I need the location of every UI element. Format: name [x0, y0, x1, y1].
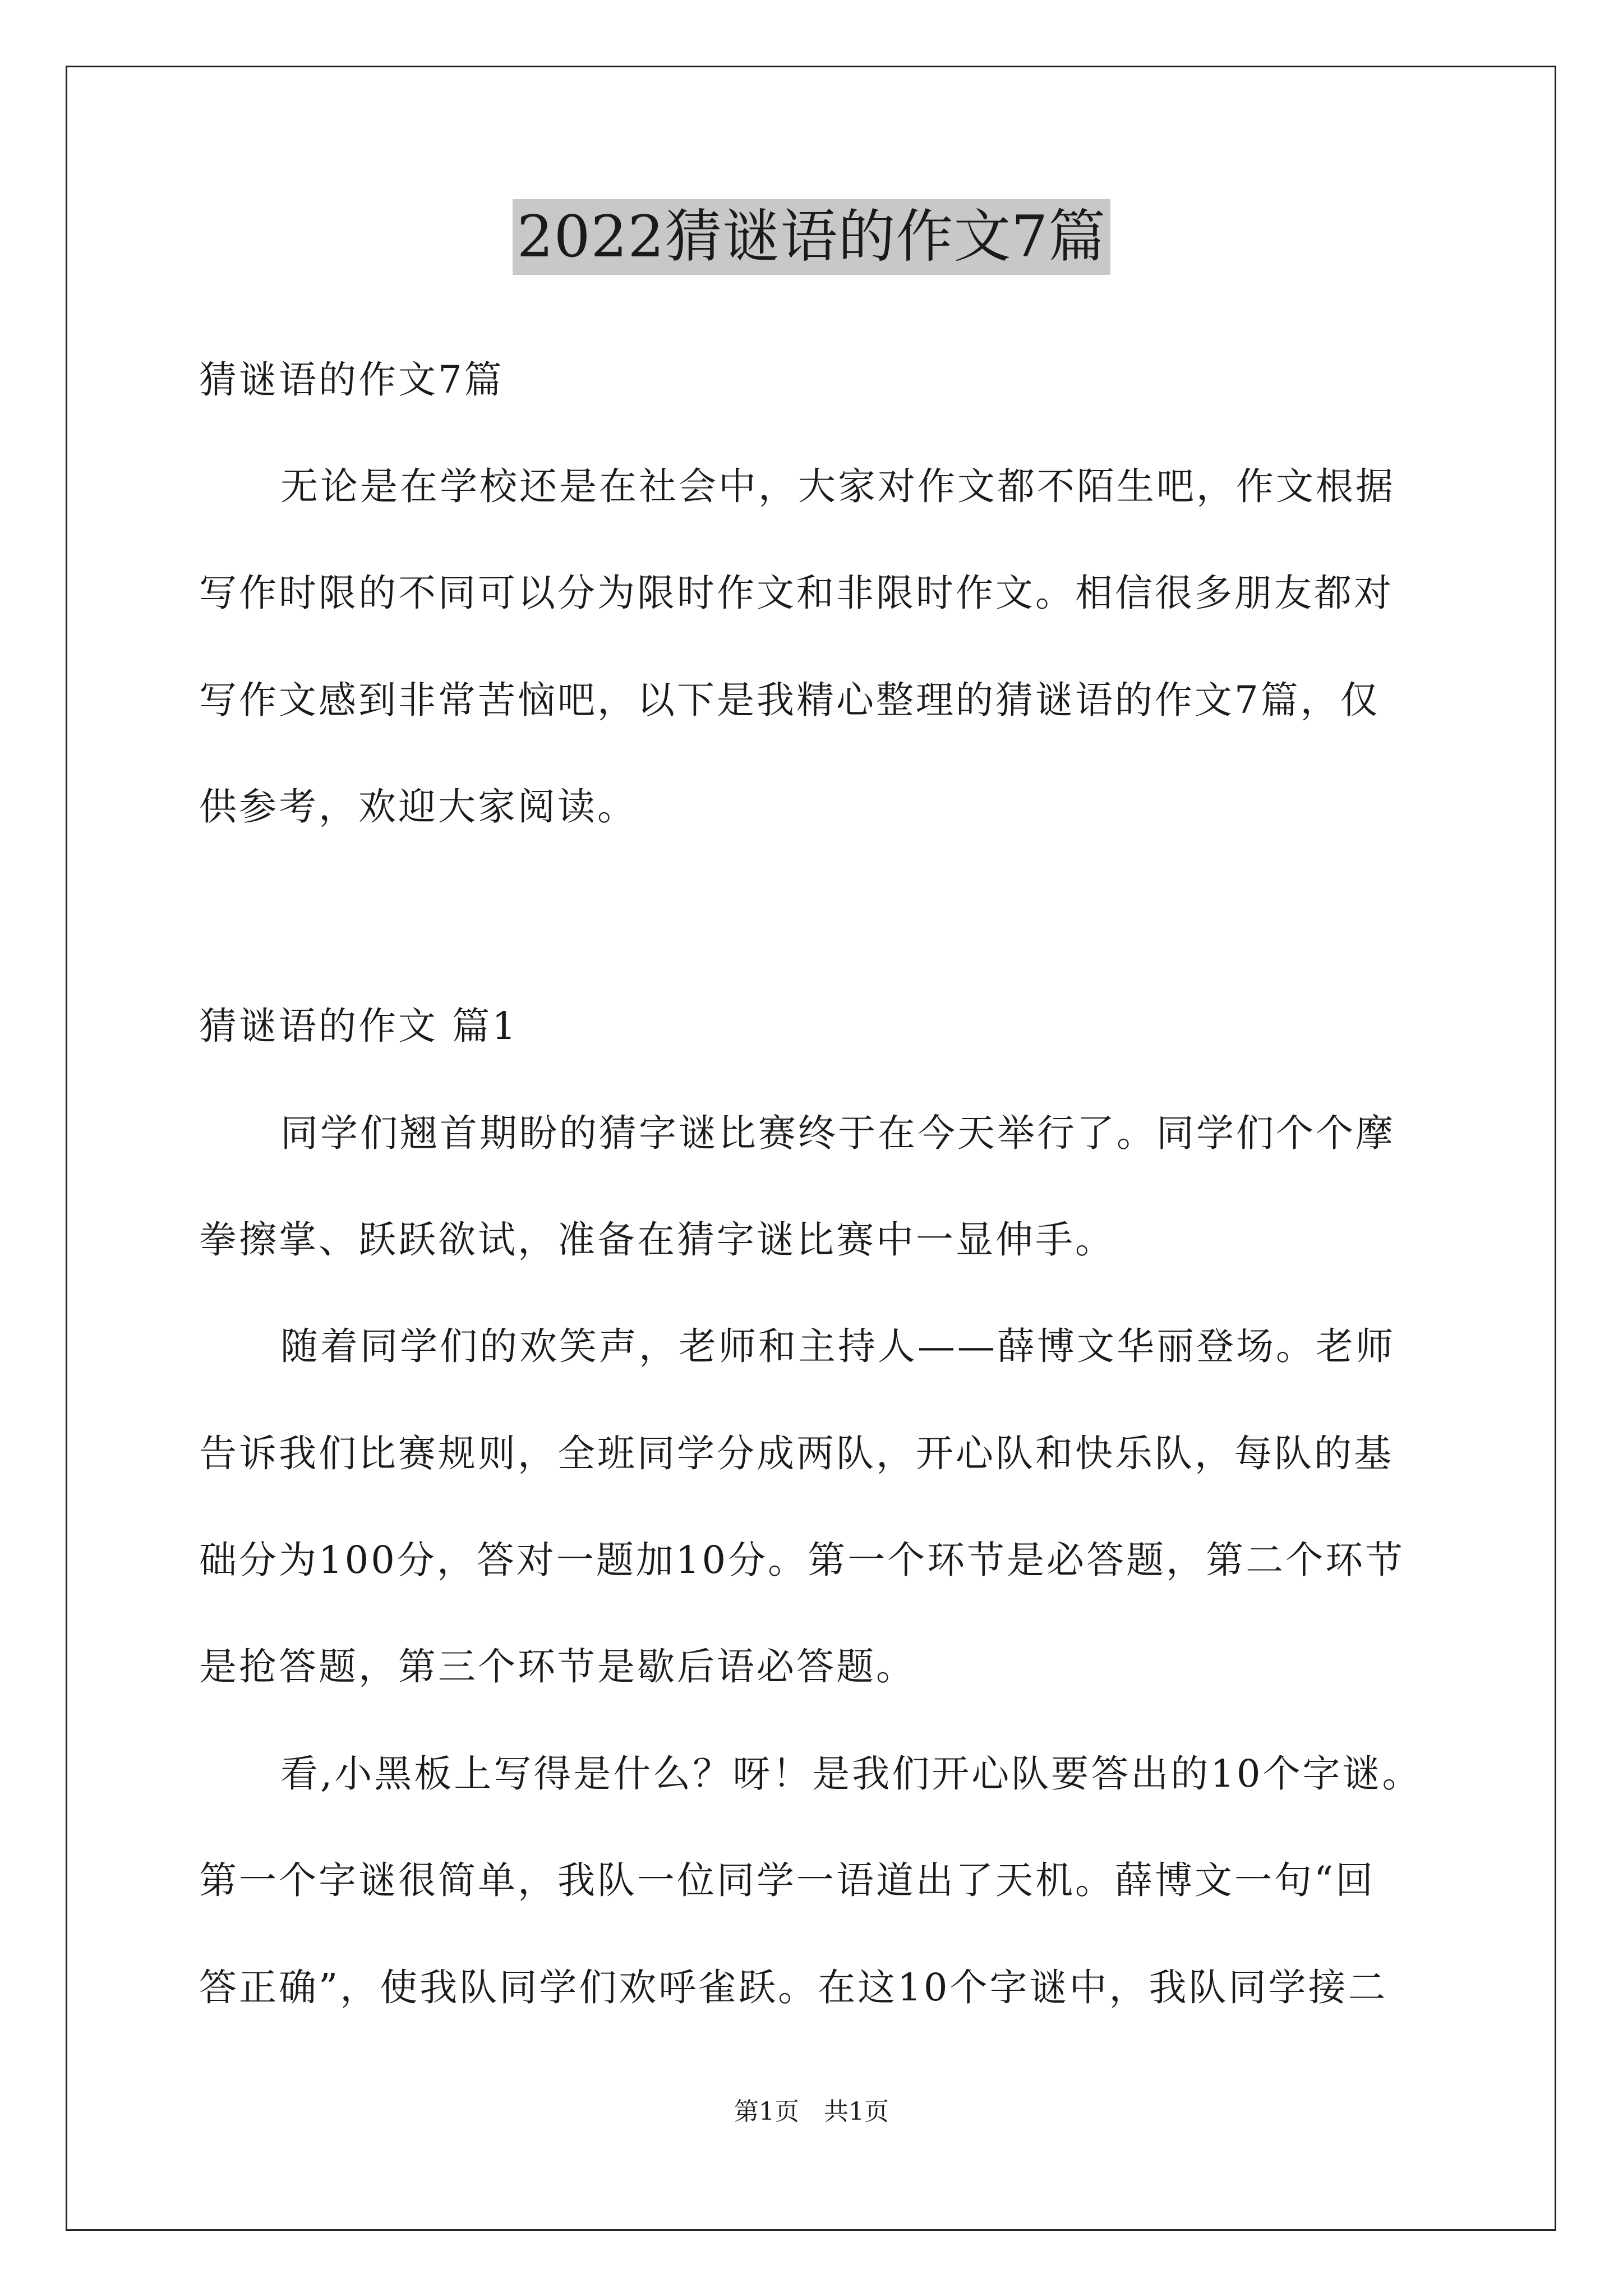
title-container: [0, 199, 1623, 275]
intro-line-1: 无论是在学校还是在社会中，大家对作文都不陌生吧，作文根据: [280, 464, 1395, 508]
section-heading: 猜谜语的作文 篇1: [199, 1004, 518, 1048]
subtitle: 猜谜语的作文7篇: [199, 358, 504, 402]
intro-line-2: 写作时限的不同可以分为限时作文和非限时作文。相信很多朋友都对: [199, 571, 1394, 615]
para1-line-1: 同学们翘首期盼的猜字谜比赛终于在今天举行了。同学们个个摩: [280, 1111, 1395, 1155]
para2-line-1: 随着同学们的欢笑声，老师和主持人——薛博文华丽登场。老师: [280, 1324, 1395, 1368]
intro-line-3: 写作文感到非常苦恼吧，以下是我精心整理的猜谜语的作文7篇，仅: [199, 678, 1380, 722]
document-title: 2022猜谜语的作文7篇: [513, 199, 1110, 275]
intro-line-4: 供参考，欢迎大家阅读。: [199, 785, 637, 829]
para1-line-2: 拳擦掌、跃跃欲试，准备在猜字谜比赛中一显伸手。: [199, 1218, 1115, 1262]
para3-line-3: 答正确”，使我队同学们欢呼雀跃。在这10个字谜中，我队同学接二: [199, 1966, 1388, 2009]
para2-line-4: 是抢答题，第三个环节是歇后语必答题。: [199, 1645, 916, 1688]
page-footer: 第1页 共1页: [734, 2097, 889, 2126]
para2-line-3: 础分为100分，答对一题加10分。第一个环节是必答题，第二个环节: [199, 1538, 1405, 1582]
para3-line-2: 第一个字谜很简单，我队一位同学一语道出了天机。薛博文一句“回: [199, 1858, 1376, 1902]
para2-line-2: 告诉我们比赛规则，全班同学分成两队，开心队和快乐队，每队的基: [199, 1432, 1394, 1475]
para3-line-1: 看,小黑板上写得是什么？呀！是我们开心队要答出的10个字谜。: [280, 1752, 1422, 1796]
